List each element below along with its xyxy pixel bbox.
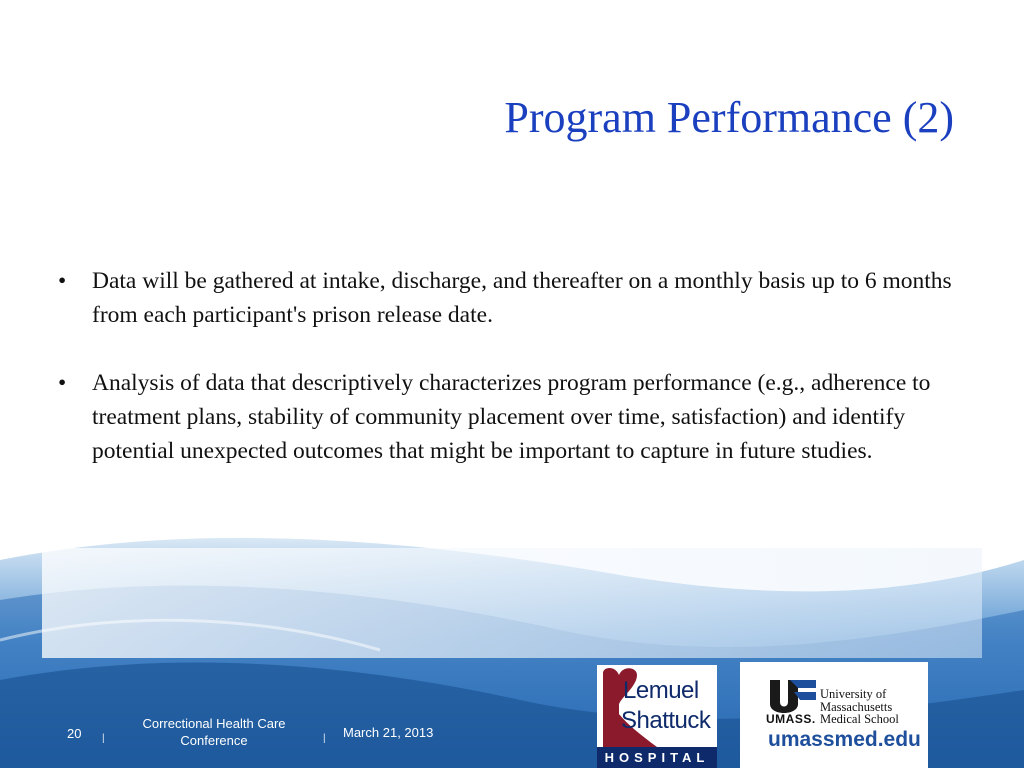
bullet-item	[58, 264, 968, 332]
umass-institution	[820, 688, 899, 726]
lemuel-shattuck-hospital-logo	[597, 665, 717, 768]
presentation-date: March 21, 2013	[343, 725, 434, 740]
logo-hospital-bar: HOSPITAL	[597, 747, 717, 768]
footer-separator: |	[102, 733, 105, 744]
bullet-marker: •	[58, 370, 67, 396]
bullet-list	[58, 264, 968, 502]
bullet-text: Data will be gathered at intake, discharge, and thereafter on a monthly basis up to 6 months from each participant's prison release date.	[92, 268, 952, 328]
page-number: 20	[67, 726, 82, 741]
bullet-item	[58, 366, 968, 468]
institution-line: University of	[820, 687, 887, 701]
slide-title: Program Performance (2)	[504, 93, 954, 142]
institution-line: Massachusetts	[820, 699, 893, 714]
umass-medical-logo	[740, 662, 928, 768]
logo-text-line1: Lemuel	[623, 677, 699, 704]
logo-text-line2: Shattuck	[621, 707, 711, 734]
conference-name: Correctional Health Care Conference	[142, 716, 286, 748]
umass-url: umassmed.edu	[768, 728, 921, 751]
bullet-marker: •	[58, 268, 67, 294]
bullet-text: Analysis of data that descriptively characterizes program performance (e.g., adherence to treatment plans, stability of community placement over time, satisfaction) and identify potential unexpected outcomes that might be important to capture in future studies.	[92, 370, 931, 464]
umass-wordmark: UMASS.	[766, 712, 816, 726]
institution-line: Medical School	[820, 712, 899, 726]
footer-separator: |	[323, 733, 326, 744]
